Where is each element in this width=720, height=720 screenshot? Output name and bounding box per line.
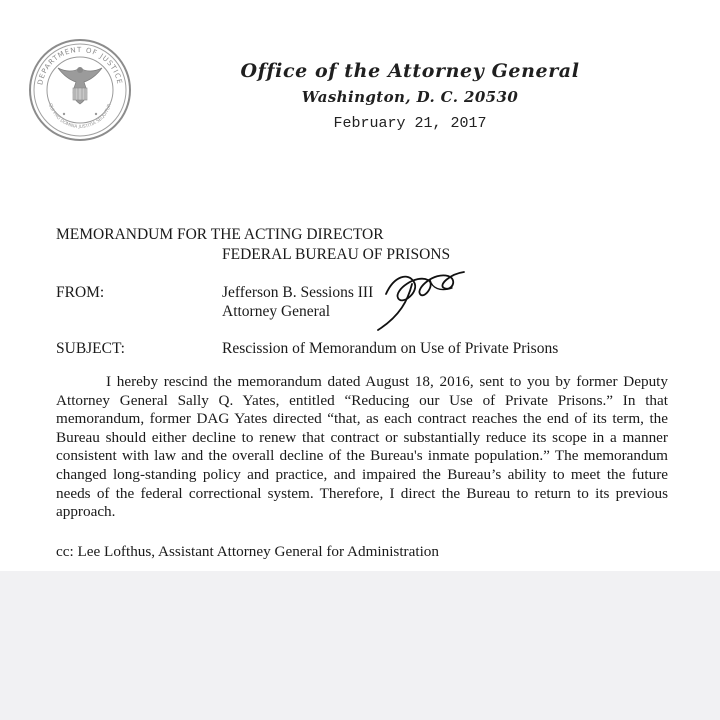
from-row — [56, 284, 656, 328]
from-name: Jefferson B. Sessions III — [222, 284, 374, 301]
svg-text:QUI PRO DOMINA JUSTITIA SEQUIT: QUI PRO DOMINA JUSTITIA SEQUITUR — [47, 103, 113, 131]
signature-icon — [368, 254, 478, 334]
subject-text: Rescission of Memorandum on Use of Private Prisons — [222, 340, 559, 357]
cc-line: cc: Lee Lofthus, Assistant Attorney General for Administration — [56, 543, 439, 560]
memo-to-line1: MEMORANDUM FOR THE ACTING DIRECTOR — [56, 226, 384, 243]
memo-body — [56, 373, 668, 522]
svg-text:DEPARTMENT OF JUSTICE: DEPARTMENT OF JUSTICE — [36, 45, 124, 86]
letterhead-city: Washington, D. C. 20530 — [301, 88, 519, 106]
doj-seal-icon — [28, 38, 132, 142]
memo-to-line2: FEDERAL BUREAU OF PRISONS — [222, 246, 451, 263]
letterhead-office: Office of the Attorney General — [240, 60, 580, 82]
subject-row — [56, 340, 656, 362]
body-paragraph: I hereby rescind the memorandum dated August 18, 2016, sent to you by former Deputy Attorney General Sally Q. Yates, entitled “Reducing our Use of Private Prisons.” In that memorandum, former DAG Yates directed “that, as each contract reaches the end of its term, the Bureau should either decline to renew that contract or substantially reduce its scope in a manner consistent with law and the overall decline of the Bureau's inmate population.” The memorandum changed long-standing policy and practice, and impaired the Bureau’s ability to meet the future needs of the federal correctional system. Therefore, I direct the Bureau to return to its previous approach. — [56, 373, 668, 521]
memo-date: February 21, 2017 — [333, 115, 487, 132]
from-label: FROM: — [56, 284, 105, 301]
subject-label: SUBJECT: — [56, 340, 125, 357]
from-title: Attorney General — [222, 303, 331, 320]
letterhead — [170, 60, 650, 132]
